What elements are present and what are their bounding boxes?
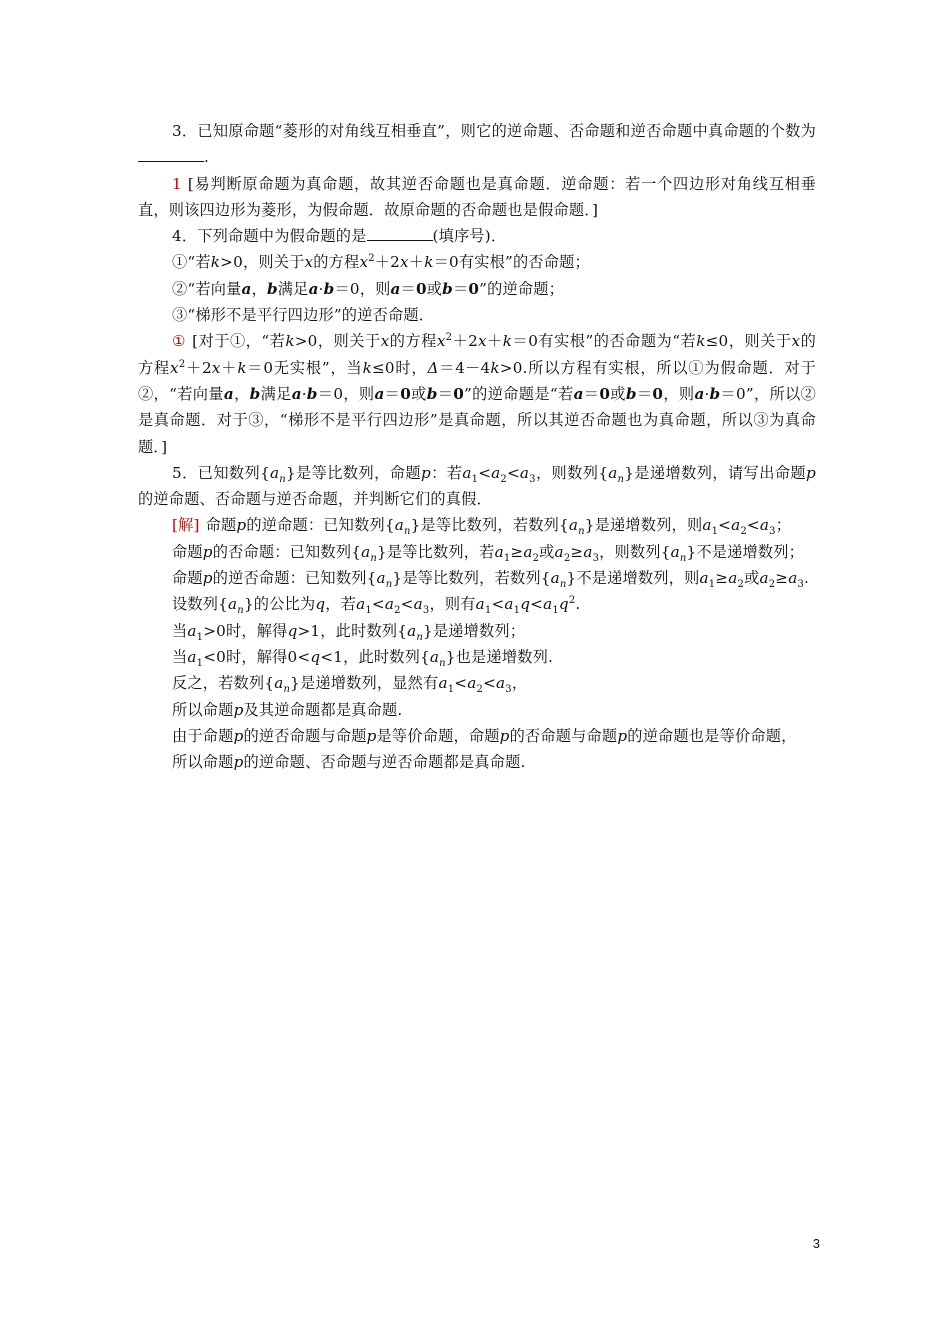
question-3-answer: 1 — [172, 174, 182, 193]
question-5-stem: 5．已知数列$\{a_n\}$是等比数列，命题p：若$a_1<a_2<a_3$，则数列$\{a_n\}$是递增数列，请写出命题p的逆命题、否命题与逆否命题，并判断它们的真假． — [138, 463, 816, 509]
question-4-option-3: ③“梯形不是平行四边形”的逆否命题． — [172, 306, 435, 325]
question-4-explanation: [对于①，“若k>0，则关于x的方程$x^2+2x+k=0$有实根”的否命题为“若k≤0，则关于x的方程$x^2+2x+k=0$无实根”，当k≤0时，Δ＝4－4k>0.所以方程有实根，所以①为假命题．对于②，“若向量a，b满足a·b＝0，则a＝0或b＝0”的逆命题是“若a＝0或b＝0，则a·b＝0”，所以②是真命题．对于③，“梯形不是平行四边形”是真命题，所以其逆否命题也为真命题，所以③为真命题．] — [138, 332, 817, 456]
answer-blank — [367, 226, 433, 241]
question-4-solution — [138, 328, 816, 459]
question-5-solution-conclusion: 所以命题p的逆命题、否命题与逆否命题都是真命题. — [172, 753, 526, 772]
question-3-explanation: [易判断原命题为真命题，故其逆否命题也是真命题．逆命题：若一个四边形对角线互相垂直，则该四边形为菱形，为假命题．故原命题的否命题也是假命题．] — [138, 174, 816, 219]
answer-blank — [138, 147, 204, 162]
question-5-solution-inverse: 命题p的否命题：已知数列$\{a_n\}$是等比数列，若$a_1\ge a_2$或$a_2\ge a_3$，则数列$\{a_n\}$不是递增数列； — [172, 542, 805, 564]
question-5-solution-step-2: 当$a_1>0$时，解得q>1，此时数列$\{a_n\}$是递增数列； — [172, 621, 526, 643]
question-3-solution — [138, 171, 816, 224]
question-4-stem: 4．下列命题中为假命题的是 (填序号)． — [172, 227, 507, 246]
question-5-solution-step-3: 当$a_1<0$时，解得0<q<1，此时数列$\{a_n\}$也是递增数列. — [172, 647, 554, 669]
document-body — [138, 118, 816, 775]
question-5-solution-step-5: 所以命题p及其逆命题都是真命题. — [172, 700, 403, 719]
question-5-solution-step-1: 设数列$\{a_n\}$的公比为q，若$a_1<a_2<a_3$，则有$a_1<a_1q<a_1q^2$. — [172, 595, 581, 617]
question-4-option-2: ②“若向量a，b满足a·b＝0，则a＝0或b＝0”的逆命题； — [172, 279, 565, 298]
question-5-solution-step-4: 反之，若数列$\{a_n\}$是递增数列，显然有$a_1<a_2<a_3$， — [172, 674, 528, 696]
question-4-option-1: ①“若k>0，则关于x的方程$x^2+2x+k=0$有实根”的否命题； — [172, 253, 590, 272]
question-5-solution-contrapositive: 命题p的逆否命题：已知数列$\{a_n\}$是等比数列，若数列$\{a_n\}$不是递增数列，则$a_1\ge a_2$或$a_2\ge a_3$. — [172, 569, 810, 591]
question-3-stem: 3．已知原命题“菱形的对角线互相垂直”，则它的逆命题、否命题和逆否命题中真命题的个数为. — [138, 118, 816, 171]
solution-tag: [解] — [172, 516, 200, 535]
question-4-answer: ① — [172, 332, 187, 351]
page-number: 3 — [812, 1236, 820, 1251]
question-5-solution-converse: [解] 命题p的逆命题：已知数列$\{a_n\}$是等比数列，若数列$\{a_n\}$是递增数列，则$a_1<a_2<a_3$； — [172, 516, 792, 538]
question-5-solution-step-6: 由于命题p的逆否命题与命题p是等价命题，命题p的否命题与命题p的逆命题也是等价命题， — [172, 726, 797, 745]
